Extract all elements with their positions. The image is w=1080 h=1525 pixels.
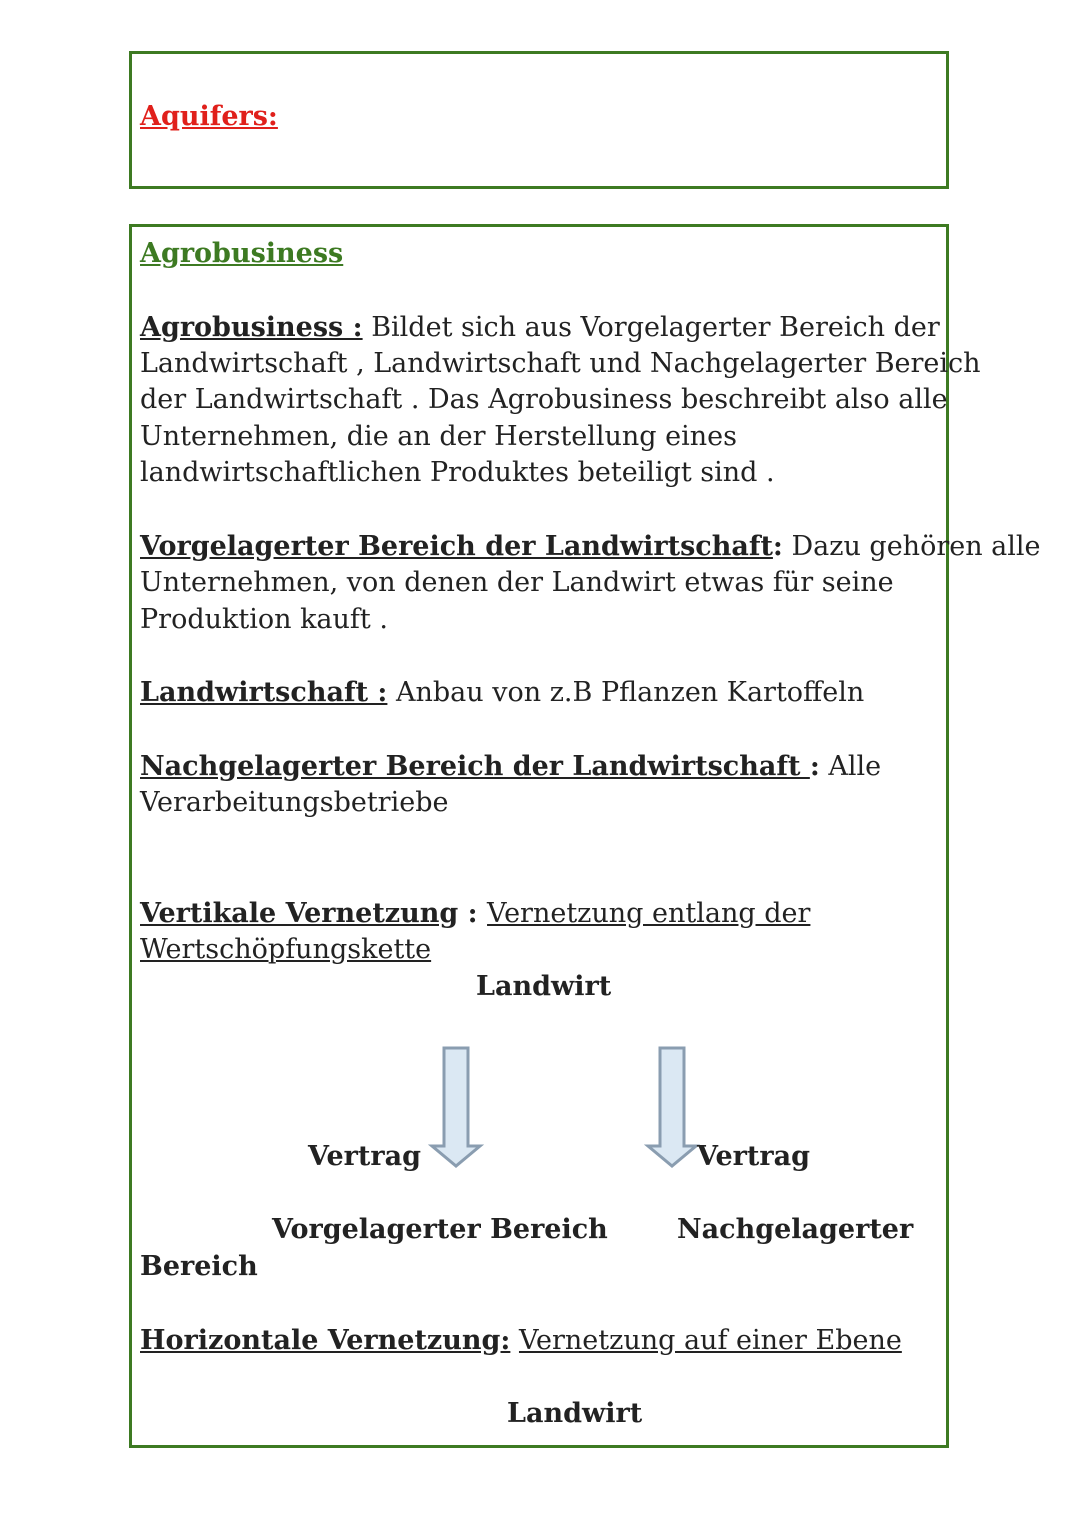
agrobusiness-def-line-2: Landwirtschaft , Landwirtschaft und Nachgelagerter Bereich (140, 348, 981, 379)
down-arrow-right-icon (644, 1046, 700, 1170)
agrobusiness-heading: Agrobusiness (140, 238, 344, 269)
vertrag-right-label: Vertrag (697, 1141, 810, 1172)
vorgelagerter-bereich-label: Vorgelagerter Bereich (272, 1214, 608, 1245)
diagram-top-landwirt: Landwirt (476, 971, 612, 1002)
bereich-label: Bereich (140, 1251, 258, 1282)
horizontal-term: Horizontale Vernetzung: (140, 1325, 511, 1356)
agrobusiness-term: Agrobusiness : (140, 312, 363, 343)
vertikal-line-1: Vertikale Vernetzung : Vernetzung entlang der (140, 898, 811, 929)
vertikal-line-2: Wertschöpfungskette (140, 934, 432, 965)
landwirtschaft-term: Landwirtschaft : (140, 677, 388, 708)
nachgelagerter-label: Nachgelagerter (677, 1214, 914, 1245)
vorgelagert-line-2: Unternehmen, von denen der Landwirt etwas für seine (140, 567, 894, 598)
aquifers-heading: Aquifers: (140, 101, 278, 132)
vertrag-left-label: Vertrag (308, 1141, 421, 1172)
bottom-landwirt: Landwirt (507, 1398, 643, 1429)
agrobusiness-def-line-5: landwirtschaftlichen Produktes beteiligt sind . (140, 457, 775, 488)
nachgelagert-line-2: Verarbeitungsbetriebe (140, 787, 449, 818)
agrobusiness-def-line-3: der Landwirtschaft . Das Agrobusiness beschreibt also alle (140, 384, 948, 415)
landwirtschaft-line: Landwirtschaft : Anbau von z.B Pflanzen Kartoffeln (140, 677, 865, 708)
nachgelagert-term: Nachgelagerter Bereich der Landwirtschaft (140, 751, 810, 782)
agrobusiness-def-line-4: Unternehmen, die an der Herstellung eines (140, 421, 737, 452)
nachgelagert-line-1: Nachgelagerter Bereich der Landwirtschaft : Alle (140, 751, 882, 782)
vorgelagert-term: Vorgelagerter Bereich der Landwirtschaft (140, 531, 773, 562)
horizontal-line: Horizontale Vernetzung: Vernetzung auf einer Ebene (140, 1325, 902, 1356)
down-arrow-left-icon (428, 1046, 484, 1170)
vorgelagert-line-3: Produktion kauft . (140, 604, 388, 635)
vertikal-term: Vertikale Vernetzung (140, 898, 459, 929)
agrobusiness-def-line-1: Agrobusiness : Bildet sich aus Vorgelagerter Bereich der (140, 312, 940, 343)
vorgelagert-line-1: Vorgelagerter Bereich der Landwirtschaft: Dazu gehören alle (140, 531, 1041, 562)
